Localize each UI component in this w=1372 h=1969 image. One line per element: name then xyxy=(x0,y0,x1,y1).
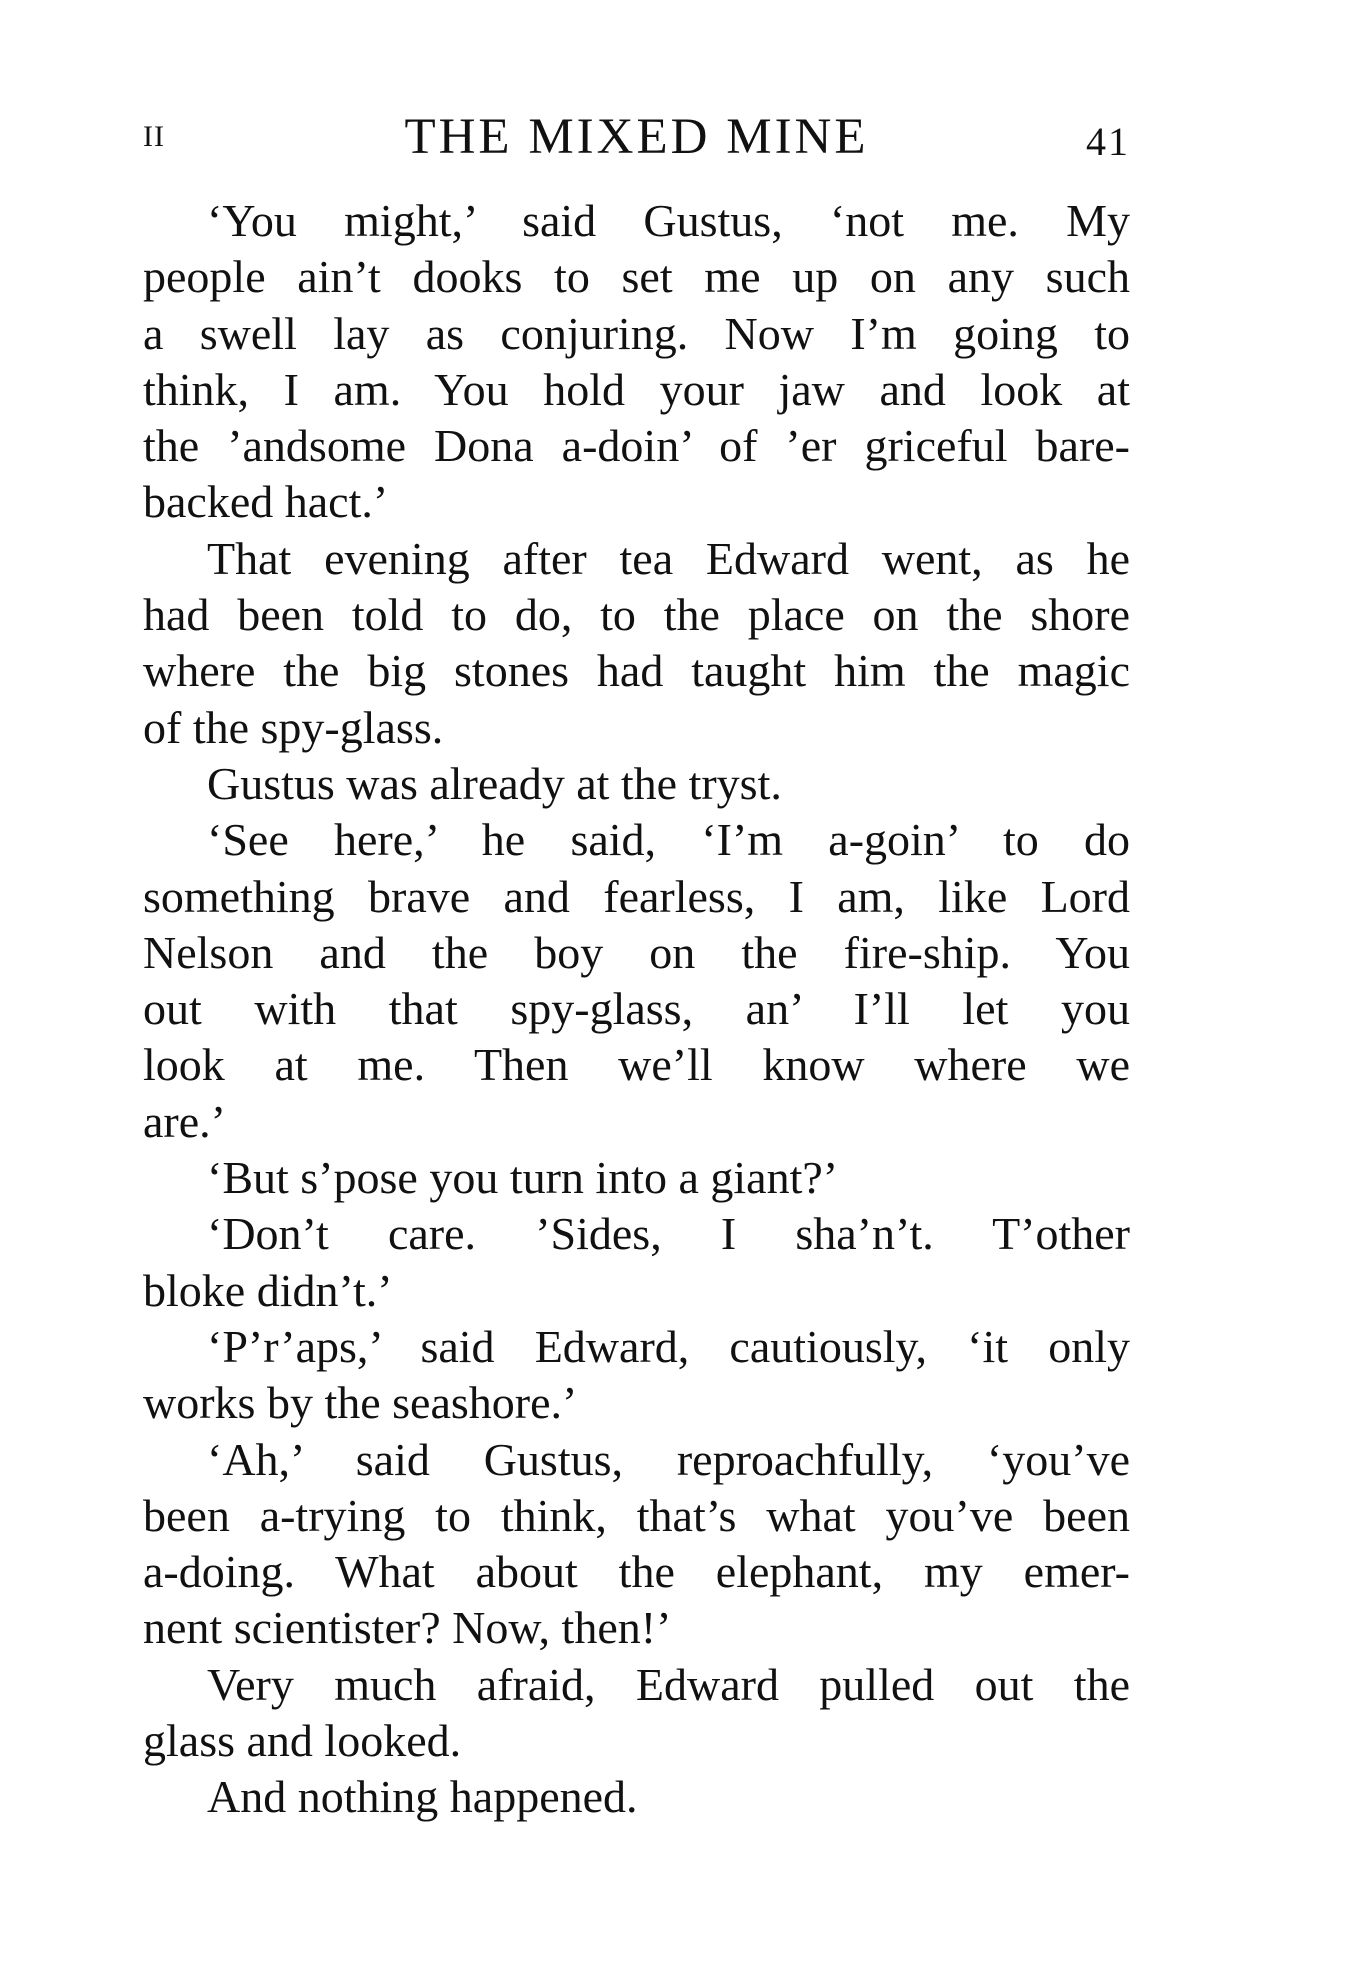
text-line: had been told to do, to the place on the shore xyxy=(143,589,1130,641)
body-text xyxy=(143,193,1130,1826)
text-line: a-doing. What about the elephant, my emer- xyxy=(143,1546,1130,1598)
chapter-number: II xyxy=(143,120,165,153)
text-line: where the big stones had taught him the magic xyxy=(143,645,1130,697)
text-line: Very much afraid, Edward pulled out the xyxy=(207,1658,1130,1710)
text-line: are.’ xyxy=(143,1095,226,1147)
text-line: works by the seashore.’ xyxy=(143,1377,578,1429)
text-line: a swell lay as conjuring. Now I’m going to xyxy=(143,307,1130,359)
text-line: ‘You might,’ said Gustus, ‘not me. My xyxy=(207,195,1130,246)
page-number: 41 xyxy=(1086,119,1130,164)
text-line: ‘See here,’ he said, ‘I’m a-goin’ to do xyxy=(207,814,1130,866)
text-line: think, I am. You hold your jaw and look at xyxy=(143,363,1130,415)
text-line: been a-trying to think, that’s what you’ve been xyxy=(143,1489,1130,1541)
text-line: ‘P’r’aps,’ said Edward, cautiously, ‘it only xyxy=(207,1320,1130,1372)
text-line: Nelson and the boy on the fire-ship. You xyxy=(143,926,1130,978)
text-line: out with that spy-glass, an’ I’ll let you xyxy=(143,983,1130,1035)
text-line: people ain’t dooks to set me up on any such xyxy=(143,251,1130,303)
text-line: nent scientister? Now, then!’ xyxy=(143,1602,672,1654)
running-head xyxy=(143,108,1130,168)
text-line: the ’andsome Dona a-doin’ of ’er griceful bare- xyxy=(143,420,1130,472)
text-line: something brave and fearless, I am, like Lord xyxy=(143,870,1130,922)
running-title: THE MIXED MINE xyxy=(404,109,869,165)
text-line: That evening after tea Edward went, as he xyxy=(207,532,1130,584)
text-line: ‘Ah,’ said Gustus, reproachfully, ‘you’ve xyxy=(207,1433,1130,1485)
text-line: bloke didn’t.’ xyxy=(143,1264,393,1316)
text-line: look at me. Then we’ll know where we xyxy=(143,1039,1130,1091)
text-line: And nothing happened. xyxy=(207,1771,638,1823)
text-line: of the spy-glass. xyxy=(143,701,444,753)
text-line: glass and looked. xyxy=(143,1715,462,1767)
text-line: ‘Don’t care. ’Sides, I sha’n’t. T’other xyxy=(207,1208,1130,1260)
text-line: Gustus was already at the tryst. xyxy=(207,757,782,809)
text-line: ‘But s’pose you turn into a giant?’ xyxy=(207,1152,839,1204)
text-line: backed hact.’ xyxy=(143,476,389,528)
